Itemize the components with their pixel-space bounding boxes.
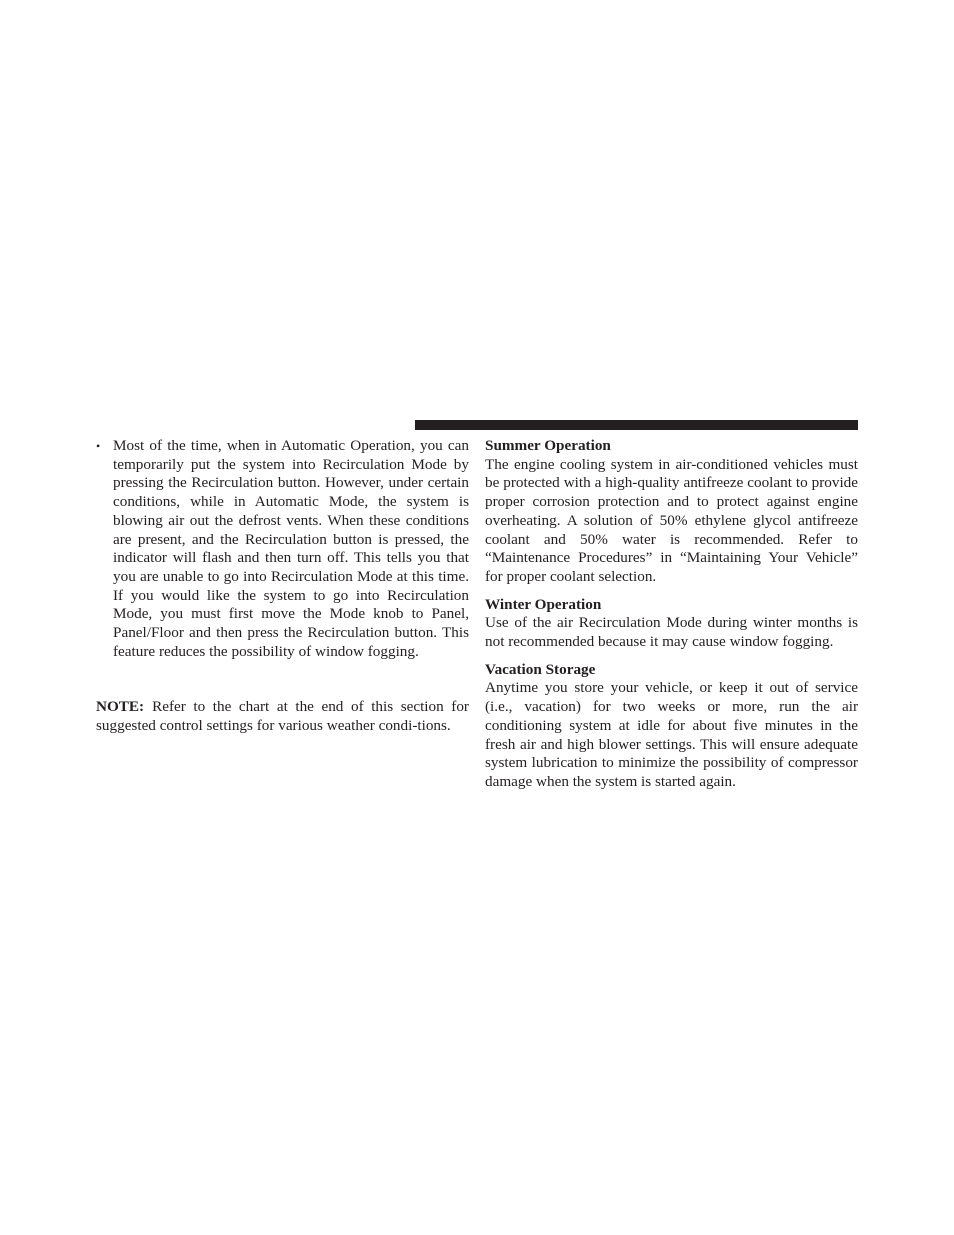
bullet-item: [96, 437, 469, 661]
note-label: NOTE:: [96, 698, 145, 716]
section-body: Anytime you store your vehicle, or keep it out of service (i.e., vacation) for two weeks or more, run the air conditioning system at idle for about five minutes in the fresh air and high blower settings. This will ensure adequate system lubrication to minimize the possibility of compressor damage when the system is started again.: [485, 679, 858, 790]
bullet-icon: •: [96, 439, 101, 453]
section-header-bar: [415, 420, 858, 430]
bullet-text: Most of the time, when in Automatic Operation, you can temporarily put the system into Recirculation Mode by pressing the Recirculation button. However, under certain conditions, while in Automatic Mode, the system is blowing air out the defrost vents. When these conditions are present, and the Recirculation button is pressed, the indicator will flash and then turn off. This tells you that you are unable to go into Recirculation Mode at this time. If you would like the system to go into Recirculation Mode, you must first move the Mode knob to Panel, Panel/Floor and then press the Recirculation button. This feature reduces the possibility of window fogging.: [113, 437, 469, 660]
note-paragraph: [96, 698, 469, 735]
section-heading: Vacation Storage: [485, 660, 596, 678]
note-text: Refer to the chart at the end of this section for suggested control settings for various weather condi-tions.: [96, 698, 469, 735]
section-body: Use of the air Recirculation Mode during winter months is not recommended because it may cause window fogging.: [485, 614, 858, 651]
winter-operation-section: [485, 596, 858, 652]
summer-operation-section: [485, 437, 858, 587]
vacation-storage-section: [485, 661, 858, 792]
section-heading: Summer Operation: [485, 437, 611, 454]
left-column: [96, 437, 469, 751]
section-body: The engine cooling system in air-conditioned vehicles must be protected with a high-quality antifreeze coolant to provide proper corrosion protection and to protect against engine overheating. A solution of 50% ethylene glycol antifreeze coolant and 50% water is recommended. Refer to “Maintenance Procedures” in “Maintaining Your Vehicle” for proper coolant selection.: [485, 455, 858, 585]
right-column: [485, 437, 858, 801]
section-heading: Winter Operation: [485, 595, 602, 613]
